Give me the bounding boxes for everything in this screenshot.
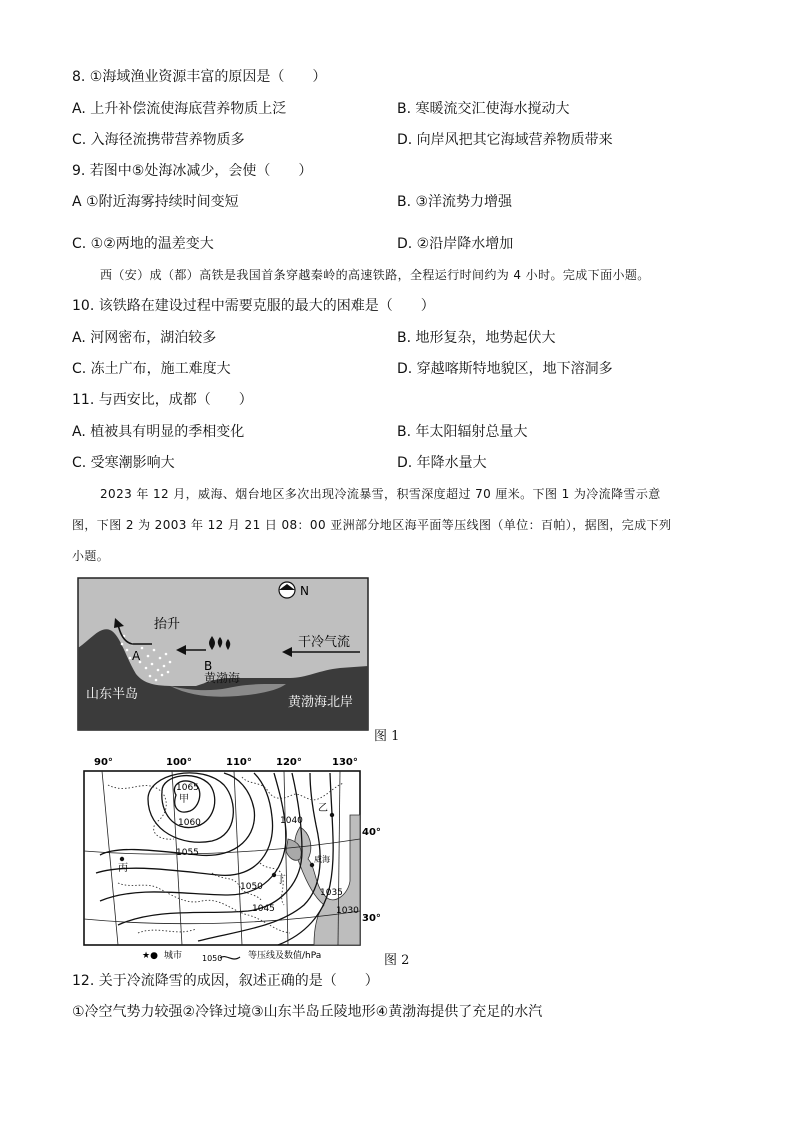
fig2-isobar-1050: 1050 xyxy=(240,882,263,892)
fig2-city-yi xyxy=(330,813,334,817)
fig2-label-weihai: 威海 xyxy=(314,855,330,864)
intro-snow-line1: 2023 年 12 月，威海、烟台地区多次出现冷流暴雪，积雪深度超过 70 厘米。下图 1 为冷流降雪示意 xyxy=(100,487,661,501)
fig2-isobar-1035: 1035 xyxy=(320,888,343,898)
fig2-city-bing xyxy=(120,857,124,861)
q9-stem: 9. 若图中⑤处海冰减少，会使（ ） xyxy=(72,163,313,179)
figure-2-isobar-map xyxy=(78,755,381,965)
fig1-north-shore-label: 黄渤海北岸 xyxy=(288,695,354,710)
q10-option-d: D. 穿越喀斯特地貌区，地下溶洞多 xyxy=(397,361,613,377)
fig2-label-bing: 丙 xyxy=(118,863,128,874)
fig2-lat-40: 40° xyxy=(362,827,381,838)
q12-stem: 12. 关于冷流降雪的成因，叙述正确的是（ ） xyxy=(72,973,379,989)
intro-snow-line3: 小题。 xyxy=(72,549,110,563)
fig2-legend-city-icon: ★● xyxy=(142,951,158,961)
q11-option-c: C. 受寒潮影响大 xyxy=(72,455,175,471)
q8-stem: 8. ①海域渔业资源丰富的原因是（ ） xyxy=(72,69,327,85)
fig2-label-yi: 乙 xyxy=(318,803,328,814)
fig2-lon-120: 120° xyxy=(276,757,302,768)
intro-railway: 西（安）成（都）高铁是我国首条穿越秦岭的高速铁路，全程运行时间约为 4 小时。完成下面小题。 xyxy=(100,268,650,282)
q8-option-a: A. 上升补偿流使海底营养物质上泛 xyxy=(72,101,287,117)
fig2-legend-isobar-sample xyxy=(220,957,240,959)
fig2-isobar-1065: 1065 xyxy=(176,783,199,793)
intro-snow-line2: 图，下图 2 为 2003 年 12 月 21 日 08：00 亚洲部分地区海平面等压线图（单位：百帕），据图，完成下列 xyxy=(72,518,672,532)
fig2-lon-90: 90° xyxy=(94,757,113,768)
q8-option-b: B. 寒暖流交汇使海水搅动大 xyxy=(397,101,570,117)
fig2-lon-130: 130° xyxy=(332,757,358,768)
q9-option-c: C. ①②两地的温差变大 xyxy=(72,236,214,252)
fig1-caption: 图 1 xyxy=(374,729,400,744)
q8-option-d: D. 向岸风把其它海域营养物质带来 xyxy=(397,132,613,148)
fig2-isobar-1040: 1040 xyxy=(280,816,303,826)
fig2-caption: 图 2 xyxy=(384,953,410,968)
q9-option-a: A ①附近海雾持续时间变短 xyxy=(72,194,239,210)
q10-stem: 10. 该铁路在建设过程中需要克服的最大的困难是（ ） xyxy=(72,298,435,314)
fig1-label-b: B xyxy=(204,659,213,673)
q10-option-c: C. 冻土广布，施工难度大 xyxy=(72,361,231,377)
q9-option-b: B. ③洋流势力增强 xyxy=(397,194,513,210)
fig2-label-ding: 丁 xyxy=(276,875,286,886)
fig2-isobar-1060: 1060 xyxy=(178,818,201,828)
fig2-legend-city: 城市 xyxy=(164,951,183,961)
fig2-legend-line-text: 等压线及数值/hPa xyxy=(248,951,322,961)
q8-option-c: C. 入海径流携带营养物质多 xyxy=(72,132,245,148)
fig2-legend-line-value: 1050 xyxy=(202,954,223,963)
q11-option-a: A. 植被具有明显的季相变化 xyxy=(72,424,245,440)
q11-option-b: B. 年太阳辐射总量大 xyxy=(397,424,528,440)
q10-option-a: A. 河网密布，湖泊较多 xyxy=(72,330,217,346)
fig1-rise-label: 抬升 xyxy=(154,617,181,632)
q9-option-d: D. ②沿岸降水增加 xyxy=(397,236,514,252)
fig2-isobar-1030: 1030 xyxy=(336,906,359,916)
fig2-lon-110: 110° xyxy=(226,757,252,768)
q10-option-b: B. 地形复杂，地势起伏大 xyxy=(397,330,556,346)
q11-stem: 11. 与西安比，成都（ ） xyxy=(72,392,253,408)
fig2-lon-100: 100° xyxy=(166,757,192,768)
fig2-isobar-1045: 1045 xyxy=(252,904,275,914)
fig1-north-label: N xyxy=(300,584,309,598)
fig1-label-a: A xyxy=(132,649,141,663)
fig2-lat-30: 30° xyxy=(362,913,381,924)
figure-1-cold-flow-snow xyxy=(78,578,368,730)
fig1-dry-cold-label: 干冷气流 xyxy=(298,635,351,650)
fig2-label-jia: 甲 xyxy=(179,794,189,805)
q12-statements: ①冷空气势力较强②冷锋过境③山东半岛丘陵地形④黄渤海提供了充足的水汽 xyxy=(72,1004,543,1020)
fig1-peninsula-label: 山东半岛 xyxy=(86,687,139,702)
fig1-sea-label: 黄渤海 xyxy=(204,671,241,685)
q11-option-d: D. 年降水量大 xyxy=(397,455,487,471)
fig2-isobar-1055: 1055 xyxy=(176,848,199,858)
